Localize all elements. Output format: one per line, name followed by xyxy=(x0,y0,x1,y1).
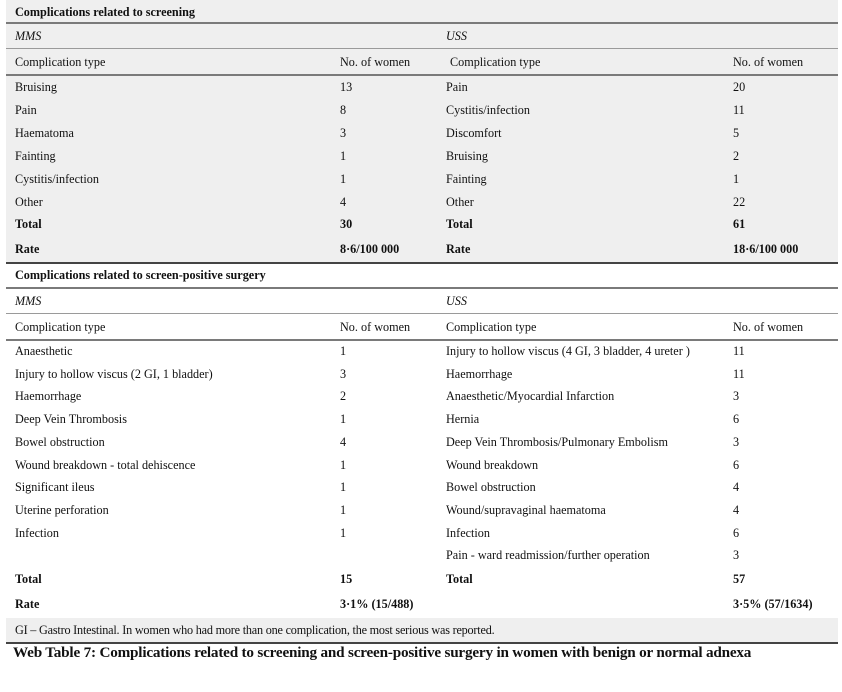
column-header-count: No. of women xyxy=(733,55,804,69)
complication-type: Bruising xyxy=(15,80,57,94)
women-count: 6 xyxy=(733,412,740,427)
women-count: 5 xyxy=(733,126,740,140)
rate-label: Rate xyxy=(15,242,40,256)
women-count: 3 xyxy=(340,126,347,140)
complication-type: Pain xyxy=(15,103,37,117)
complication-type: Cystitis/infection xyxy=(15,172,99,186)
complication-type: Infection xyxy=(446,525,490,540)
complication-type: Deep Vein Thrombosis/Pulmonary Embolism xyxy=(446,434,668,449)
women-count: 1 xyxy=(340,480,347,495)
women-count: 3 xyxy=(733,389,740,404)
complication-type: Wound breakdown xyxy=(446,457,539,472)
group-label-uss: USS xyxy=(446,29,467,43)
women-count: 3 xyxy=(340,366,347,381)
screening-section xyxy=(6,0,838,264)
women-count: 4 xyxy=(733,502,740,517)
women-count: 22 xyxy=(733,195,746,209)
rate-label: Rate xyxy=(15,597,40,611)
column-header-count: No. of women xyxy=(733,320,804,334)
women-count: 2 xyxy=(733,149,740,163)
women-count: 20 xyxy=(733,80,746,94)
complication-type: Other xyxy=(15,195,43,209)
women-count: 1 xyxy=(340,412,347,427)
group-label-mms: MMS xyxy=(15,294,42,308)
rule xyxy=(6,74,838,76)
complication-type: Injury to hollow viscus (4 GI, 3 bladder, 4 ureter ) xyxy=(446,344,690,358)
women-count: 1 xyxy=(340,502,347,517)
women-count: 1 xyxy=(340,525,347,540)
column-header-type: Complication type xyxy=(15,320,106,334)
rate-value: 8·6/100 000 xyxy=(340,242,400,256)
complication-type: Wound breakdown - total dehiscence xyxy=(15,457,196,472)
group-label-mms: MMS xyxy=(15,29,42,43)
complication-type: Bowel obstruction xyxy=(446,480,536,495)
complication-type: Anaesthetic/Myocardial Infarction xyxy=(446,389,615,404)
women-count: 11 xyxy=(733,366,745,381)
section-title-surgery: Complications related to screen-positive surgery xyxy=(15,268,266,282)
group-label-uss: USS xyxy=(446,294,467,308)
rate-value: 3·5% (57/1634) xyxy=(733,597,813,611)
section-title-screening: Complications related to screening xyxy=(15,5,195,19)
column-header-type: Complication type xyxy=(446,320,537,334)
complication-type: Hernia xyxy=(446,412,480,427)
women-count: 3 xyxy=(733,548,740,563)
women-count: 4 xyxy=(340,195,347,209)
complication-type: Infection xyxy=(15,525,59,540)
women-count: 8 xyxy=(340,103,347,117)
complication-type: Anaesthetic xyxy=(15,344,73,358)
rule xyxy=(6,339,838,341)
rate-label: Rate xyxy=(446,242,471,256)
total-label: Total xyxy=(446,217,473,231)
complication-type: Haemorrhage xyxy=(446,366,513,381)
women-count: 1 xyxy=(340,344,347,358)
rule xyxy=(6,262,838,264)
complication-type: Deep Vein Thrombosis xyxy=(15,412,127,427)
complication-type: Fainting xyxy=(15,149,56,163)
table-caption: Web Table 7: Complications related to screening and screen-positive surgery in women with benign or normal adnexa xyxy=(13,644,752,661)
women-count: 6 xyxy=(733,525,740,540)
rule xyxy=(6,287,838,289)
rule xyxy=(6,22,838,24)
complication-type: Bowel obstruction xyxy=(15,434,105,449)
rate-value: 3·1% (15/488) xyxy=(340,597,414,611)
complication-type: Haematoma xyxy=(15,126,74,140)
column-header-type: Complication type xyxy=(15,55,106,69)
column-header-count: No. of women xyxy=(340,55,411,69)
complication-type: Uterine perforation xyxy=(15,502,109,517)
surgery-section xyxy=(6,264,838,618)
women-count: 4 xyxy=(340,434,347,449)
total-label: Total xyxy=(446,572,473,586)
total-value: 15 xyxy=(340,572,353,586)
complication-type: Injury to hollow viscus (2 GI, 1 bladder) xyxy=(15,366,213,381)
women-count: 3 xyxy=(733,434,740,449)
women-count: 1 xyxy=(733,172,740,186)
complication-type: Fainting xyxy=(446,172,487,186)
women-count: 6 xyxy=(733,457,740,472)
complication-type: Discomfort xyxy=(446,126,502,140)
complication-type: Wound/supravaginal haematoma xyxy=(446,502,606,517)
complication-type: Haemorrhage xyxy=(15,389,82,404)
women-count: 1 xyxy=(340,149,347,163)
complication-type: Significant ileus xyxy=(15,480,95,495)
footnote: GI – Gastro Intestinal. In women who had more than one complication, the most serious was reported. xyxy=(15,623,495,637)
complication-type: Cystitis/infection xyxy=(446,103,530,117)
rate-value: 18·6/100 000 xyxy=(733,242,799,256)
complication-type: Pain xyxy=(446,80,468,94)
women-count: 13 xyxy=(340,80,353,94)
women-count: 1 xyxy=(340,172,347,186)
total-value: 61 xyxy=(733,217,746,231)
rule xyxy=(6,48,838,49)
total-label: Total xyxy=(15,217,42,231)
total-value: 30 xyxy=(340,217,353,231)
complication-type: Bruising xyxy=(446,149,488,163)
women-count: 4 xyxy=(733,480,740,495)
column-header-type: Complication type xyxy=(450,55,541,69)
complication-type: Other xyxy=(446,195,474,209)
total-label: Total xyxy=(15,572,42,586)
women-count: 2 xyxy=(340,389,347,404)
women-count: 11 xyxy=(733,344,745,358)
rule xyxy=(6,313,838,314)
column-header-count: No. of women xyxy=(340,320,411,334)
total-value: 57 xyxy=(733,572,746,586)
women-count: 11 xyxy=(733,103,745,117)
complication-type: Pain - ward readmission/further operation xyxy=(446,548,650,563)
women-count: 1 xyxy=(340,457,347,472)
